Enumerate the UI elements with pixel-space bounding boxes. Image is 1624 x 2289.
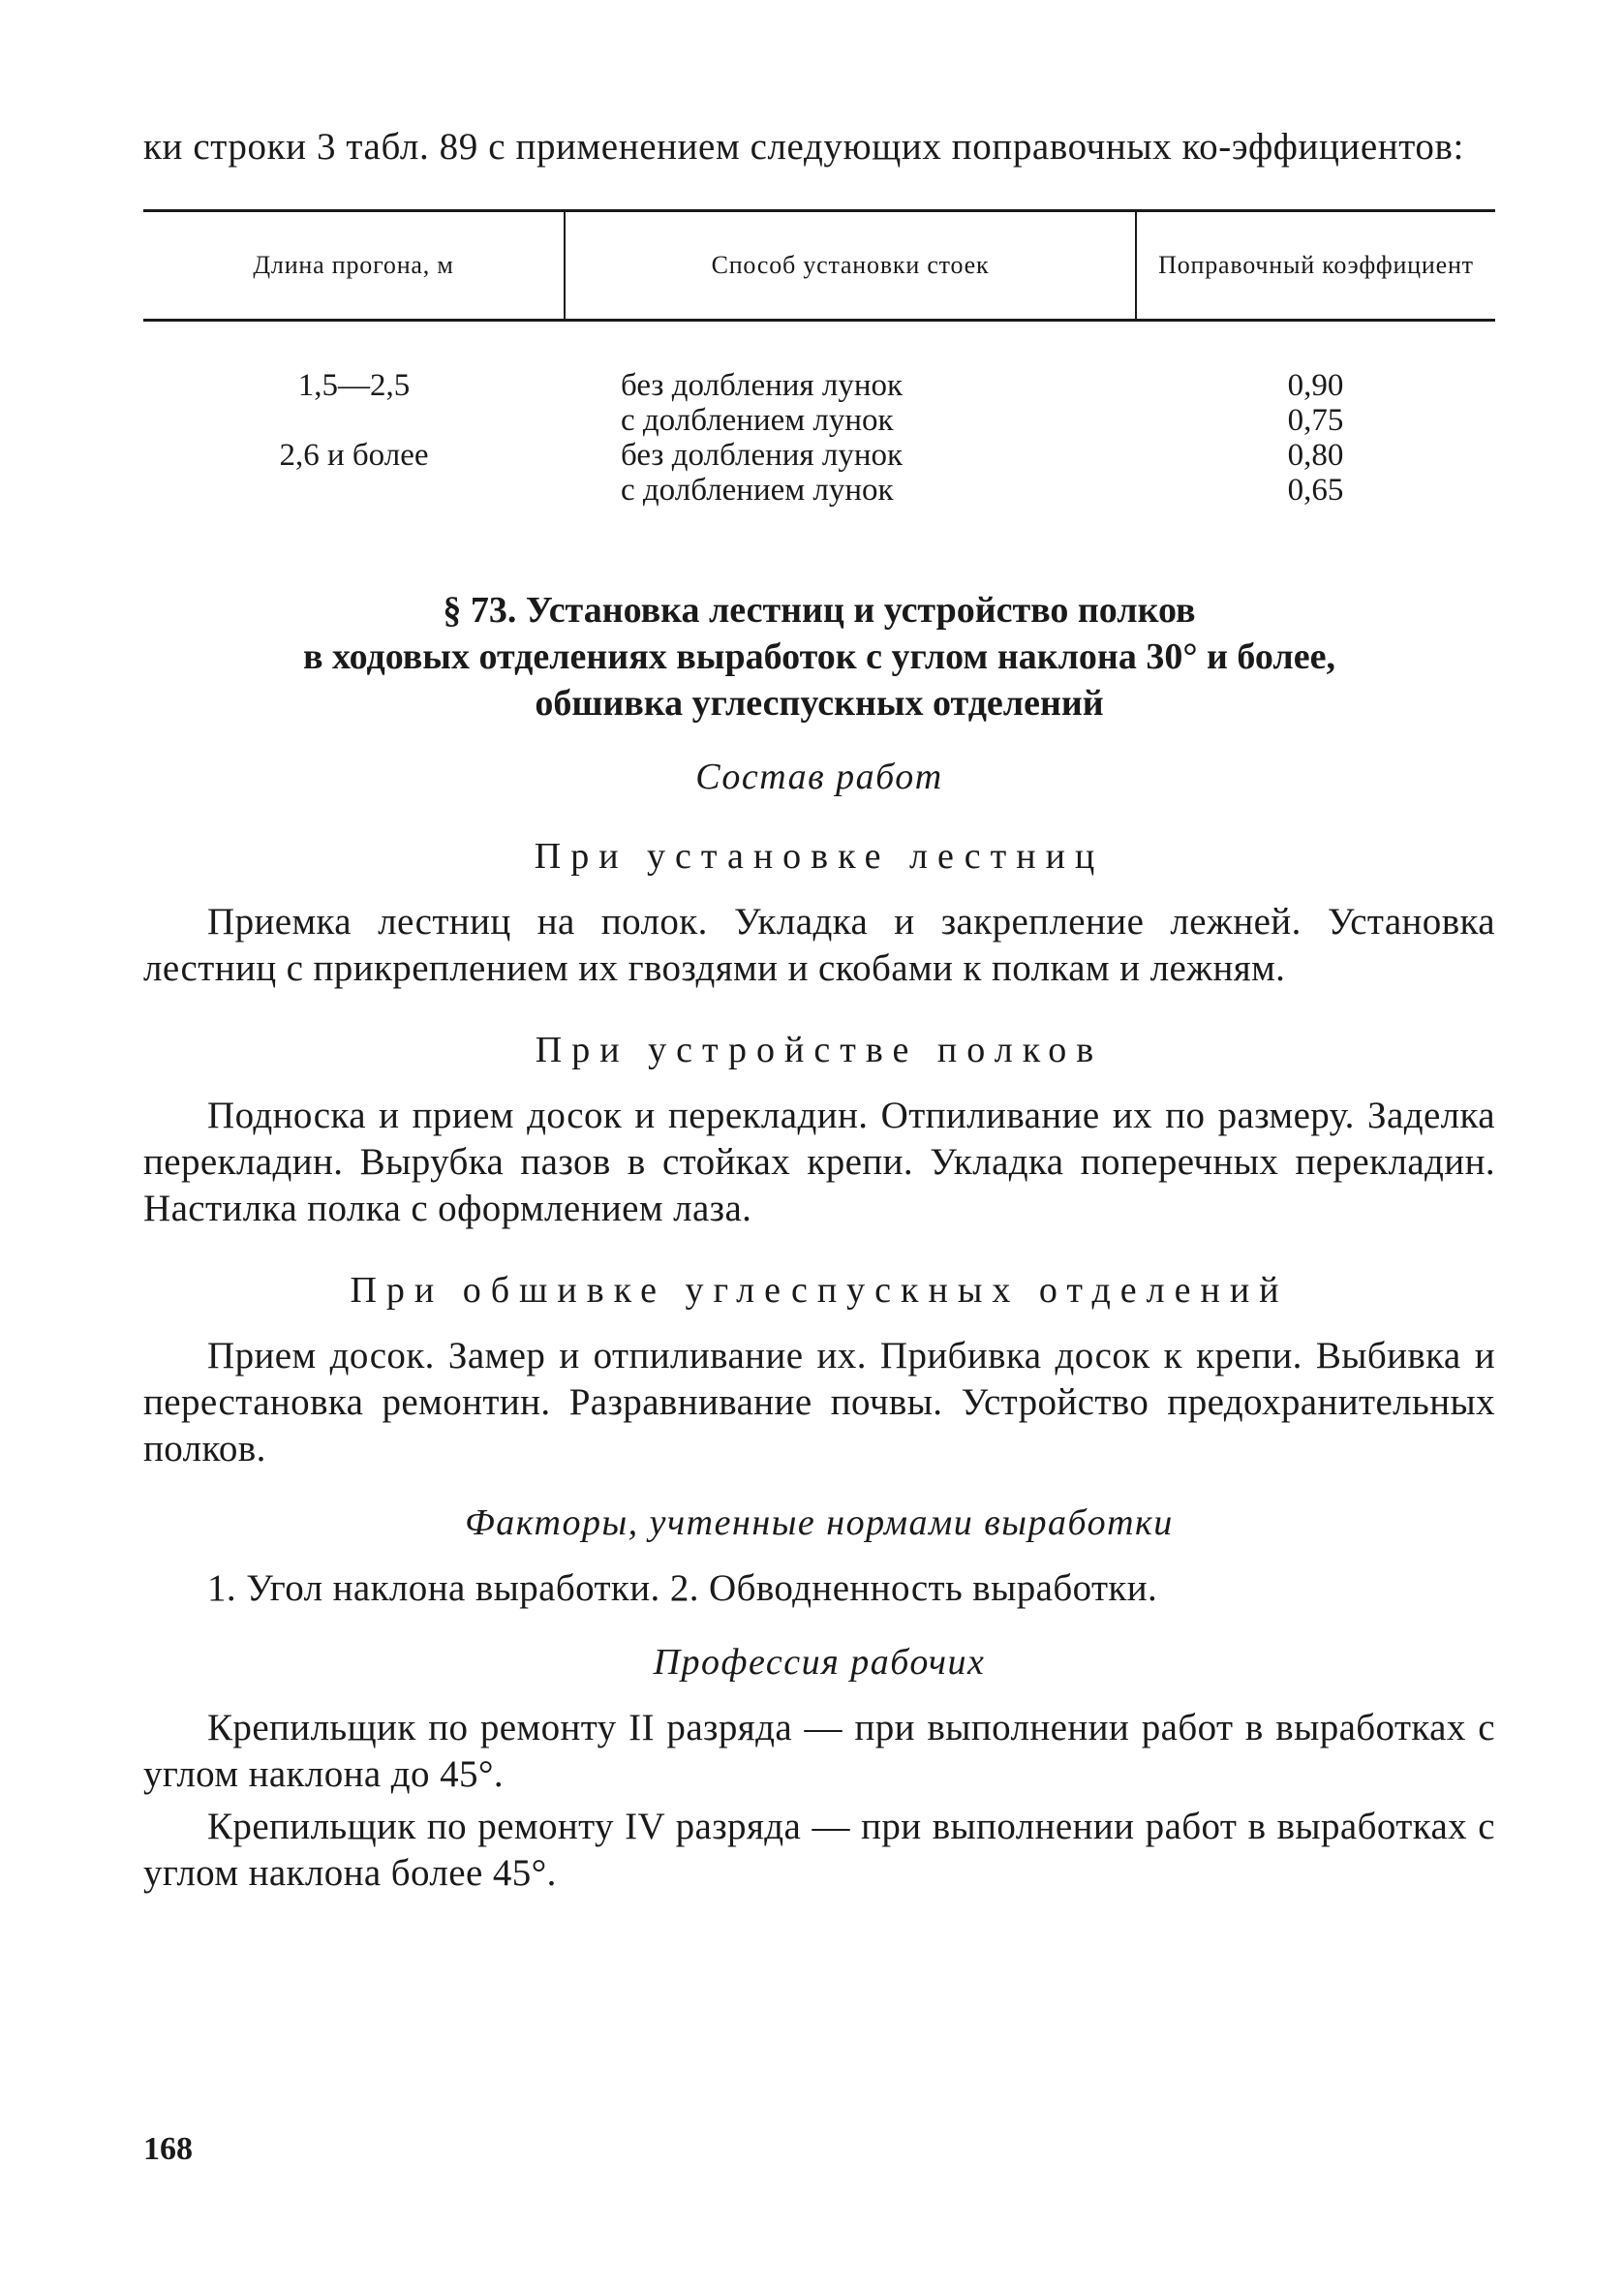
cell-coefficient: 0,75 <box>1287 403 1344 438</box>
cell-coefficient: 0,90 <box>1287 368 1344 403</box>
table-row <box>143 403 1495 438</box>
table-header-row <box>143 211 1495 321</box>
coefficient-table <box>143 209 1495 508</box>
section-title-line-2: в ходовых отделениях выработок с углом наклона 30° и более, <box>303 636 1335 677</box>
subheading-ladders: При установке лестниц <box>534 836 1105 877</box>
cell-coefficient: 0,80 <box>1287 438 1344 473</box>
factors-paragraph: 1. Угол наклона выработки. 2. Обводненность выработки. <box>207 1567 1158 1609</box>
cell-length: 2,6 и более <box>279 438 429 473</box>
lining-paragraph: Прием досок. Замер и отпиливание их. Прибивка досок к крепи. Выбивка и перестановка ремонтин. Разравнивание почвы. Устройство предохранительных полков. <box>143 1335 1495 1469</box>
factors-heading: Факторы, учтенные нормами выработки <box>465 1502 1174 1543</box>
header-length: Длина прогона, м <box>143 211 565 321</box>
intro-paragraph: ки строки 3 табл. 89 с применением следующих поправочных ко-эффициентов: <box>143 126 1464 168</box>
table-row <box>143 438 1495 473</box>
header-method: Способ установки стоек <box>565 211 1136 321</box>
cell-method: с долблением лунок <box>621 403 894 438</box>
section-title-line-1: § 73. Установка лестниц и устройство полков <box>443 590 1196 631</box>
section-title <box>143 587 1495 727</box>
page-content <box>143 124 1495 1897</box>
table-row <box>143 321 1495 404</box>
cell-method: без долбления лунок <box>621 438 904 473</box>
cell-coefficient: 0,65 <box>1287 473 1344 508</box>
profession-heading: Профессия рабочих <box>653 1642 986 1683</box>
cell-method: без долбления лунок <box>621 368 904 403</box>
cell-method: с долблением лунок <box>621 473 894 508</box>
subheading-lining: При обшивке углеспускных отделений <box>350 1270 1289 1311</box>
subheading-shelves: При устройстве полков <box>535 1030 1104 1070</box>
table-row <box>143 473 1495 508</box>
page-number: 168 <box>143 2131 193 2167</box>
cell-length <box>143 473 565 508</box>
cell-length <box>143 403 565 438</box>
profession-paragraph-2: Крепильщик по ремонту IV разряда — при выполнении работ в выработках с углом наклона более 45°. <box>143 1806 1495 1894</box>
cell-length: 1,5—2,5 <box>297 368 411 403</box>
header-coefficient: Поправочный коэффициент <box>1136 211 1495 321</box>
ladders-paragraph: Приемка лестниц на полок. Укладка и закрепление лежней. Установка лестниц с прикреплением их гвоздями и скобами к полкам и лежням. <box>143 901 1495 989</box>
shelves-paragraph: Подноска и прием досок и перекладин. Отпиливание их по размеру. Заделка перекладин. Вырубка пазов в стойках крепи. Укладка поперечных перекладин. Настилка полка с оформлением лаза. <box>143 1095 1495 1229</box>
work-composition-heading: Состав работ <box>695 757 943 797</box>
section-title-line-3: обшивка углеспускных отделений <box>535 683 1104 724</box>
profession-paragraph-1: Крепильщик по ремонту II разряда — при выполнении работ в выработках с углом наклона до 45°. <box>143 1707 1495 1795</box>
